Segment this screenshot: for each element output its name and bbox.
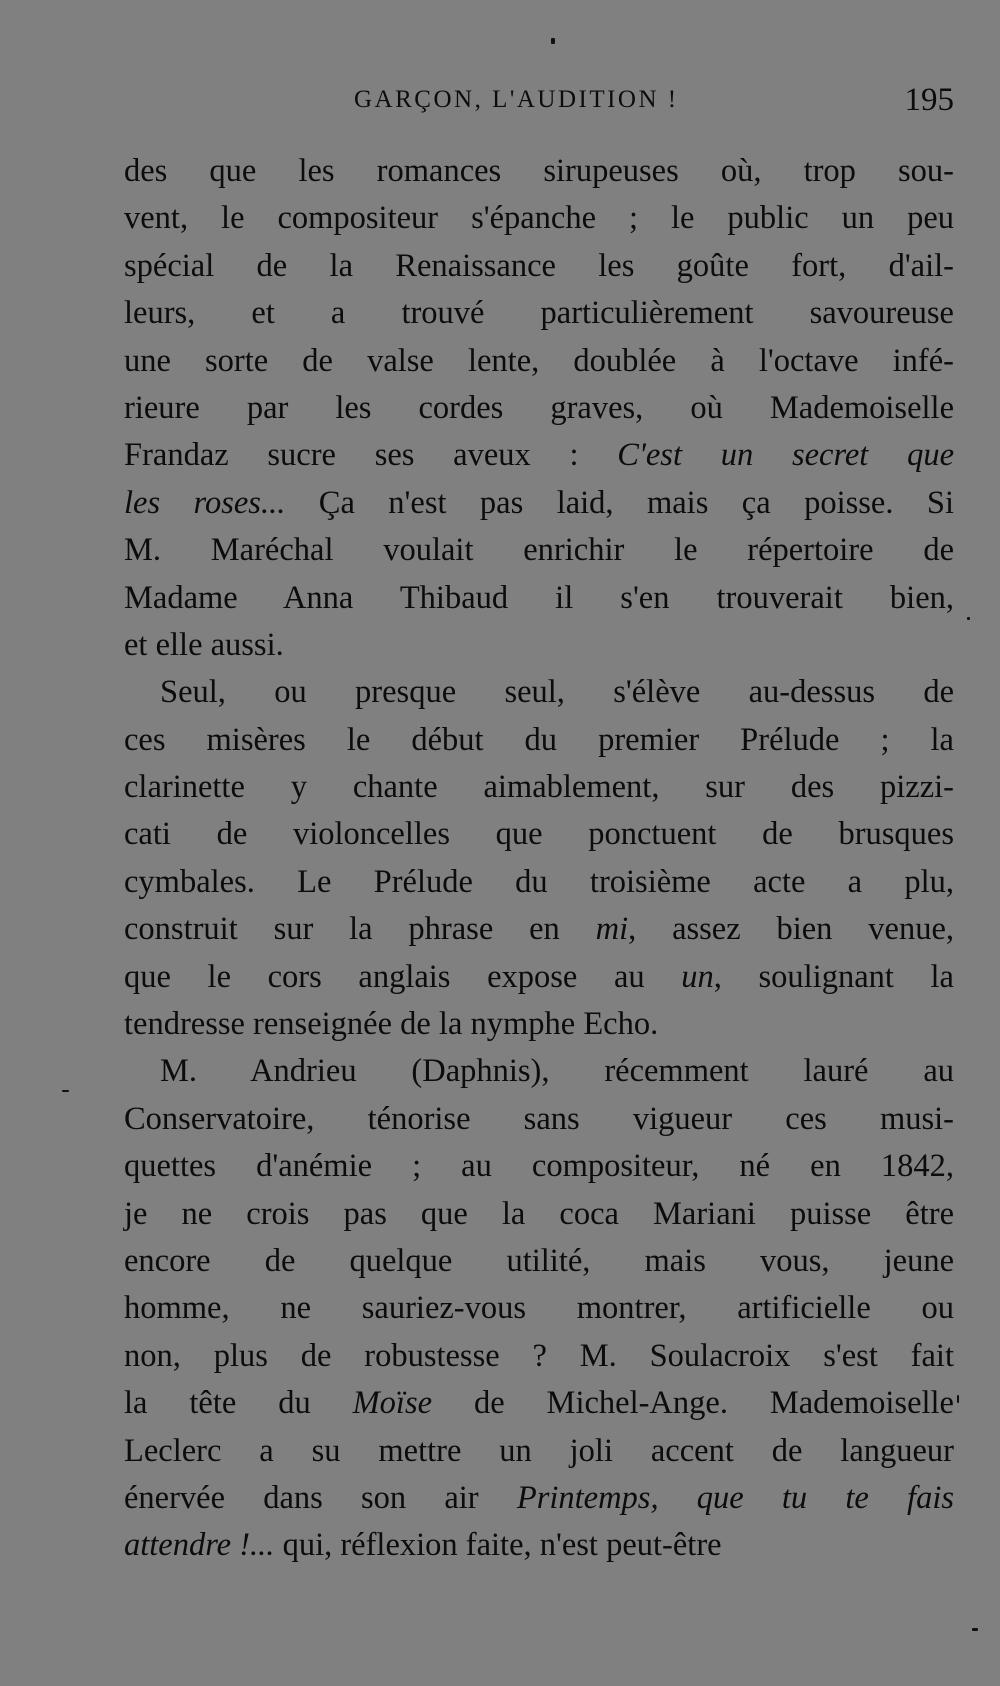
- text-run: que le cors anglais expose au: [124, 958, 682, 995]
- text-line: [124, 764, 954, 811]
- text-run: rieure par les cordes graves, où Mademoiselle: [124, 389, 954, 426]
- text-line: [124, 859, 954, 906]
- text-run: cati de violoncelles que ponctuent de brusques: [124, 816, 954, 853]
- text-run: Conservatoire, ténorise sans vigueur ces musi-: [124, 1100, 954, 1137]
- text-line: [124, 1333, 954, 1380]
- text-line: [124, 1096, 954, 1143]
- page-header: [124, 82, 954, 122]
- text-line: [124, 1191, 954, 1238]
- text-run: la tête du: [124, 1385, 353, 1422]
- italic-text: mi: [595, 911, 629, 948]
- text-run: et elle aussi.: [124, 626, 284, 663]
- text-run: Frandaz sucre ses aveux :: [124, 437, 618, 474]
- scan-speck: [957, 1395, 959, 1403]
- text-run: vent, le compositeur s'épanche ; le public un peu: [124, 200, 954, 237]
- text-run: énervée dans son air: [124, 1479, 517, 1516]
- text-line: [124, 290, 954, 337]
- scan-speck: [551, 38, 555, 44]
- text-run: cymbales. Le Prélude du troisième acte a plu,: [124, 863, 954, 900]
- text-run: une sorte de valse lente, doublée à l'octave infé-: [124, 342, 954, 379]
- text-line: [124, 669, 954, 716]
- text-line: [124, 717, 954, 764]
- text-run: construit sur la phrase en: [124, 911, 596, 948]
- italic-text: C'est un secret que: [617, 437, 954, 474]
- italic-text: les roses...: [124, 484, 286, 521]
- italic-text: un: [681, 958, 714, 995]
- text-line: [124, 195, 954, 242]
- text-line: [124, 1001, 954, 1048]
- italic-text: attendre !...: [124, 1527, 275, 1564]
- scan-speck: [967, 617, 970, 620]
- text-line: [124, 1285, 954, 1332]
- text-run: tendresse renseignée de la nymphe Echo.: [124, 1006, 659, 1043]
- text-run: leurs, et a trouvé particulièrement savoureuse: [124, 295, 954, 332]
- page-number: 195: [904, 82, 954, 118]
- text-run: quettes d'anémie ; au compositeur, né en 1842,: [124, 1148, 954, 1185]
- text-run: Ça n'est pas laid, mais ça poisse. Si: [285, 484, 954, 521]
- scan-speck: [62, 1090, 69, 1092]
- text-run: de Michel-Ange. Mademoiselle: [432, 1385, 954, 1422]
- text-line: [124, 1238, 954, 1285]
- text-line: [124, 575, 954, 622]
- text-run: , assez bien venue,: [628, 911, 954, 948]
- text-run: Leclerc a su mettre un joli accent de langueur: [124, 1432, 954, 1469]
- text-line: [124, 243, 954, 290]
- text-line: [124, 148, 954, 195]
- text-line: [124, 527, 954, 574]
- text-run: clarinette y chante aimablement, sur des pizzi-: [124, 769, 954, 806]
- text-line: [124, 385, 954, 432]
- text-line: [124, 1380, 954, 1427]
- text-line: [124, 811, 954, 858]
- text-line: [124, 954, 954, 1001]
- text-run: M. Andrieu (Daphnis), récemment lauré au: [160, 1053, 954, 1090]
- text-run: des que les romances sirupeuses où, trop sou-: [124, 153, 954, 189]
- text-line: [124, 338, 954, 385]
- text-run: je ne crois pas que la coca Mariani puisse être: [124, 1195, 954, 1232]
- text-line: [124, 1475, 954, 1522]
- text-line: [124, 906, 954, 953]
- text-run: M. Maréchal voulait enrichir le répertoire de: [124, 532, 954, 569]
- scan-speck: [972, 1628, 978, 1631]
- text-run: encore de quelque utilité, mais vous, jeune: [124, 1242, 954, 1279]
- text-line: [124, 1048, 954, 1095]
- text-line: [124, 432, 954, 479]
- text-run: qui, réflexion faite, n'est peut-être: [274, 1527, 722, 1564]
- text-run: ces misères le début du premier Prélude ; la: [124, 721, 954, 758]
- running-head: GARÇON, L'AUDITION !: [354, 86, 679, 113]
- text-run: Seul, ou presque seul, s'élève au-dessus de: [160, 674, 954, 711]
- text-line: [124, 1428, 954, 1475]
- text-run: spécial de la Renaissance les goûte fort, d'ail-: [124, 247, 954, 284]
- text-run: Madame Anna Thibaud il s'en trouverait bien,: [124, 579, 954, 616]
- text-run: , soulignant la: [713, 958, 954, 995]
- text-line: [124, 622, 954, 669]
- body-text: [124, 148, 954, 1570]
- text-line: [124, 1522, 954, 1569]
- text-line: [124, 1143, 954, 1190]
- italic-text: Printemps, que tu te fais: [516, 1479, 954, 1516]
- text-run: non, plus de robustesse ? M. Soulacroix s'est fait: [124, 1337, 954, 1374]
- italic-text: Moïse: [352, 1385, 433, 1422]
- text-run: homme, ne sauriez-vous montrer, artificielle ou: [124, 1290, 954, 1327]
- text-line: [124, 480, 954, 527]
